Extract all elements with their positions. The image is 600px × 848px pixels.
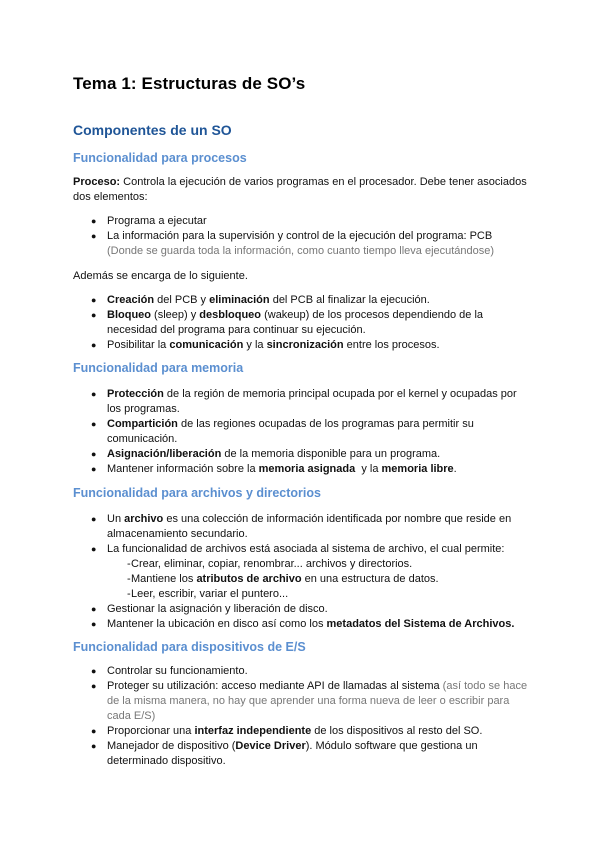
- bullet: ●: [91, 389, 97, 399]
- bold-term: Proceso:: [73, 176, 121, 188]
- list-item: [73, 447, 533, 462]
- bold-term: Compartición: [107, 418, 178, 430]
- text: (wakeup) de los procesos dependiendo de la necesidad del programa para continuar su ejecución.: [107, 309, 484, 336]
- text: Mantiene los: [131, 573, 197, 585]
- list-memoria: [73, 387, 533, 477]
- bold-term: desbloqueo: [199, 309, 262, 321]
- text: La funcionalidad de archivos está asociada al sistema de archivo, el cual permite:: [107, 543, 505, 555]
- note: (Donde se guarda toda la información, como cuanto tiempo lleva ejecutándose): [107, 245, 495, 257]
- text: del PCB y: [154, 294, 210, 306]
- bullet: ●: [91, 681, 97, 691]
- bold-term: eliminación: [209, 294, 270, 306]
- heading-archivos: Funcionalidad para archivos y directorios: [73, 486, 321, 500]
- sublist: [107, 557, 533, 602]
- list-dispositivos: [73, 664, 533, 769]
- list-procesos-tasks: [73, 293, 533, 353]
- bullet: ●: [91, 216, 97, 226]
- list-item: [73, 462, 533, 477]
- bullet: ●: [91, 449, 97, 459]
- text: Posibilitar la: [107, 339, 170, 351]
- bullet: ●: [91, 310, 97, 320]
- bold-term: interfaz independiente: [194, 725, 312, 737]
- page-title: Tema 1: Estructuras de SO’s: [73, 74, 306, 93]
- list-item: [73, 617, 533, 632]
- bold-term: Asignación/liberación: [107, 448, 222, 460]
- bold-term: sincronización: [266, 339, 344, 351]
- bullet: ●: [91, 544, 97, 554]
- sublist-item: [73, 572, 533, 587]
- bullet: ●: [91, 419, 97, 429]
- text: Un: [107, 513, 125, 525]
- text: Proteger su utilización: acceso mediante API de llamadas al sistema: [107, 680, 443, 692]
- bullet: ●: [91, 295, 97, 305]
- bold-term: memoria asignada: [258, 463, 356, 475]
- bold-term: archivo: [124, 513, 164, 525]
- text: Leer, escribir, variar el puntero...: [131, 588, 289, 600]
- list-item: [73, 293, 533, 308]
- list-item: [73, 214, 533, 229]
- dash: -: [127, 558, 131, 570]
- dash: -: [127, 588, 131, 600]
- text: de los dispositivos al resto del SO.: [311, 725, 483, 737]
- list-item: [73, 229, 533, 259]
- text: Crear, eliminar, copiar, renombrar... archivos y directorios.: [131, 558, 413, 570]
- bullet: ●: [91, 666, 97, 676]
- bold-term: memoria libre: [381, 463, 454, 475]
- list-item: [73, 512, 533, 542]
- list-archivos: [73, 512, 533, 632]
- text: de las regiones ocupadas de los programas para permitir su comunicación.: [107, 418, 474, 445]
- list-item: [73, 739, 533, 769]
- sublist-item: [73, 587, 533, 602]
- text: del PCB al finalizar la ejecución.: [269, 294, 430, 306]
- text: de la región de memoria principal ocupada por el kernel y ocupadas por los programas.: [107, 388, 517, 415]
- text: (sleep) y: [151, 309, 200, 321]
- bullet: ●: [91, 604, 97, 614]
- text: Mantener la ubicación en disco así como los: [107, 618, 327, 630]
- text: y la: [243, 339, 267, 351]
- bullet: ●: [91, 619, 97, 629]
- bold-term: Device Driver: [235, 740, 306, 752]
- text: de la memoria disponible para un programa.: [221, 448, 441, 460]
- text: es una colección de información identificada por nombre que reside en almacenamiento secundario.: [107, 513, 512, 540]
- text: entre los procesos.: [343, 339, 440, 351]
- list-item: [73, 387, 533, 417]
- bullet: ●: [91, 464, 97, 474]
- list-item: [73, 679, 533, 724]
- text: Programa a ejecutar: [107, 215, 207, 227]
- text: ). Módulo software que gestiona un determinado dispositivo.: [107, 740, 478, 767]
- section-heading: Componentes de un SO: [73, 122, 232, 138]
- heading-procesos: Funcionalidad para procesos: [73, 151, 247, 165]
- text: Manejador de dispositivo (: [107, 740, 236, 752]
- bold-term: comunicación: [169, 339, 244, 351]
- bold-term: Creación: [107, 294, 155, 306]
- bullet: ●: [91, 231, 97, 241]
- list-item: [73, 542, 533, 602]
- bullet: ●: [91, 741, 97, 751]
- text: Controlar su funcionamiento.: [107, 665, 248, 677]
- heading-memoria: Funcionalidad para memoria: [73, 361, 244, 375]
- list-proceso-elements: [73, 214, 533, 259]
- text: Controla la ejecución de varios programas en el procesador. Debe tener asociados dos elementos:: [73, 176, 527, 203]
- heading-dispositivos: Funcionalidad para dispositivos de E/S: [73, 640, 306, 654]
- list-item: [73, 664, 533, 679]
- text: en una estructura de datos.: [301, 573, 439, 585]
- text: Mantener información sobre la: [107, 463, 259, 475]
- text: .: [453, 463, 457, 475]
- dash: -: [127, 573, 131, 585]
- list-item: [73, 602, 533, 617]
- bold-term: Bloqueo: [107, 309, 151, 321]
- list-item: [73, 308, 533, 338]
- text: Gestionar la asignación y liberación de disco.: [107, 603, 328, 615]
- list-item: [73, 338, 533, 353]
- bullet: ●: [91, 514, 97, 524]
- bullet: ●: [91, 340, 97, 350]
- bullet: ●: [91, 726, 97, 736]
- list-item: [73, 724, 533, 739]
- bold-term: Protección: [107, 388, 164, 400]
- text: La información para la supervisión y control de la ejecución del programa: PCB: [107, 230, 493, 242]
- bold-term: metadatos del Sistema de Archivos.: [326, 618, 515, 630]
- list-item: [73, 417, 533, 447]
- paragraph-ademas: Además se encarga de lo siguiente.: [73, 270, 248, 282]
- bold-term: atributos de archivo: [196, 573, 302, 585]
- note: (así todo se hace de la misma manera, no hay que aprender una forma nueva de leer o escribir para cada E/S): [107, 680, 528, 722]
- sublist-item: [73, 557, 533, 572]
- text: Proporcionar una: [107, 725, 195, 737]
- text: y la: [355, 463, 382, 475]
- paragraph-proceso: [73, 175, 533, 205]
